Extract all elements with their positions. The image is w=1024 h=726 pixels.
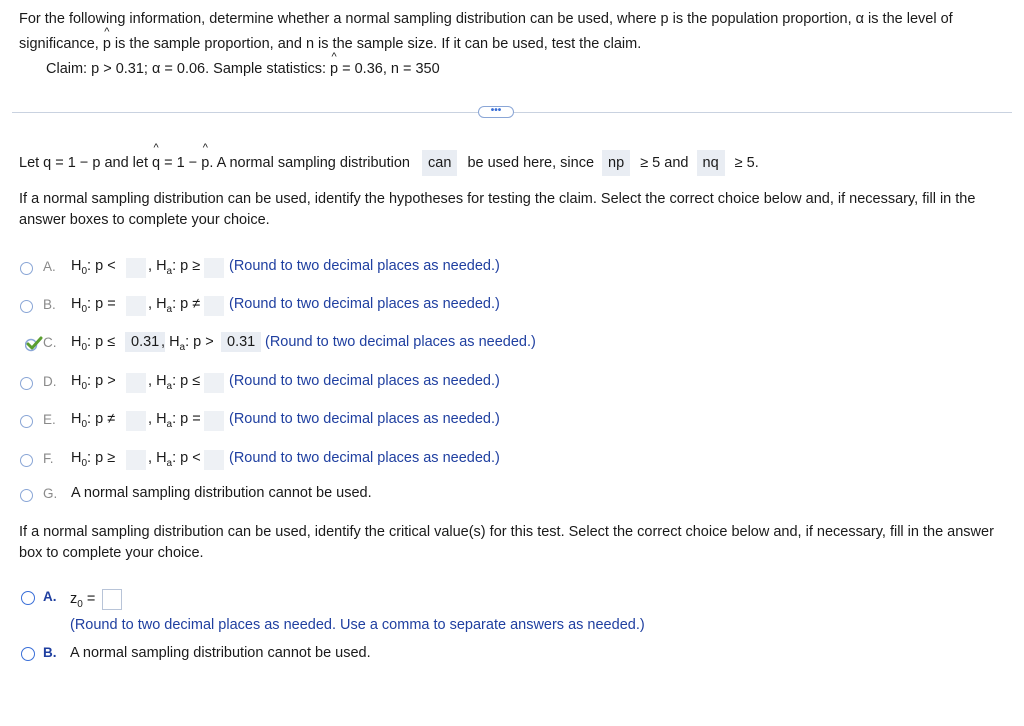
answer-can-dropdown[interactable]: can (422, 150, 457, 176)
option-e-ha: , $H_a$: p = (148, 411, 201, 430)
option-a-ha-input[interactable] (204, 258, 224, 278)
option-b-radio[interactable] (20, 300, 33, 313)
option-b-ha-input[interactable] (204, 296, 224, 316)
step1-text-e: ≥ 5 and (640, 155, 689, 171)
option-d-radio[interactable] (20, 377, 33, 390)
option-g-text: A normal sampling distribution cannot be used. (71, 485, 372, 501)
claim-line (46, 61, 440, 77)
critical-prompt: If a normal sampling distribution can be used, identify the critical value(s) for this test. Select the correct choice below and, if necessary, fill in the answer box to complete your choice. (19, 524, 994, 561)
critical-option-b-letter: B. (43, 645, 57, 660)
answer-nq-box[interactable]: nq (697, 150, 725, 176)
option-f-ha: , $H_a$: p < (148, 450, 201, 469)
step1-text-a: Let q = 1 − p and let (19, 155, 153, 171)
option-e-radio[interactable] (20, 415, 33, 428)
option-f-h0: $H_0$: p ≥ (71, 450, 116, 469)
option-a-letter: A. (43, 259, 56, 274)
option-g-letter: G. (43, 486, 58, 501)
hypotheses-prompt: If a normal sampling distribution can be used, identify the hypotheses for testing the claim. Select the correct choice below and, if necessary, fill in the answer boxes to complete your choice. (19, 191, 976, 228)
option-c-h0-value[interactable]: 0.31 (125, 332, 165, 352)
critical-option-b-text: A normal sampling distribution cannot be used. (70, 645, 371, 661)
answer-np-box[interactable]: np (602, 150, 630, 176)
question-intro-line1: For the following information, determine whether a normal sampling distribution can be used, where p is the population proportion, α is the level of (19, 11, 953, 27)
option-c-round-note: (Round to two decimal places as needed.) (265, 334, 536, 350)
claim-phat-symbol: ^ p (330, 61, 338, 77)
correct-check-icon (25, 336, 43, 352)
option-d-ha-input[interactable] (204, 373, 224, 393)
option-b-h0: $H_0$: p = (71, 296, 116, 315)
qhat-symbol: ^ q (152, 152, 160, 174)
question-intro-line2 (19, 36, 641, 52)
critical-z0-label: $z_0$ = (70, 591, 96, 610)
step1-phat-symbol: ^ p (201, 152, 209, 174)
critical-option-b-radio[interactable] (21, 647, 35, 661)
option-b-ha: , $H_a$: p ≠ (148, 296, 201, 315)
critical-z0-input[interactable] (102, 589, 122, 610)
option-e-letter: E. (43, 412, 56, 427)
option-a-h0-input[interactable] (126, 258, 146, 278)
claim-text-b: = 0.36, n = 350 (338, 61, 440, 77)
critical-option-a-radio[interactable] (21, 591, 35, 605)
option-f-h0-input[interactable] (126, 450, 146, 470)
option-f-letter: F. (43, 451, 54, 466)
option-c-ha-value[interactable]: 0.31 (221, 332, 261, 352)
option-b-round-note: (Round to two decimal places as needed.) (229, 296, 500, 312)
option-d-letter: D. (43, 374, 57, 389)
option-c-h0: $H_0$: p ≤ (71, 334, 116, 353)
intro-text-b: is the sample proportion, and n is the sample size. If it can be used, test the claim. (110, 36, 642, 52)
option-a-h0: $H_0$: p < (71, 258, 116, 277)
option-e-ha-input[interactable] (204, 411, 224, 431)
option-d-ha: , $H_a$: p ≤ (148, 373, 201, 392)
option-c-ha: , $H_a$: p > (161, 334, 214, 353)
claim-text-a: Claim: p > 0.31; α = 0.06. Sample statistics: (46, 61, 331, 77)
step1-text-f: ≥ 5. (734, 155, 759, 171)
option-a-round-note: (Round to two decimal places as needed.) (229, 258, 500, 274)
option-d-round-note: (Round to two decimal places as needed.) (229, 373, 500, 389)
option-e-round-note: (Round to two decimal places as needed.) (229, 411, 500, 427)
critical-option-a-note: (Round to two decimal places as needed. Use a comma to separate answers as needed.) (70, 617, 645, 633)
option-a-ha: , $H_a$: p ≥ (148, 258, 201, 277)
option-e-h0: $H_0$: p ≠ (71, 411, 116, 430)
step1-text-b: = 1 − (160, 155, 202, 171)
option-a-radio[interactable] (20, 262, 33, 275)
option-c-letter: C. (43, 335, 57, 350)
step1-text-d: be used here, since (467, 155, 595, 171)
option-f-round-note: (Round to two decimal places as needed.) (229, 450, 500, 466)
option-d-h0-input[interactable] (126, 373, 146, 393)
critical-option-a-letter: A. (43, 589, 57, 604)
option-e-h0-input[interactable] (126, 411, 146, 431)
step1-text-c: . A normal sampling distribution (209, 155, 410, 171)
intro-text-a: significance, (19, 36, 103, 52)
option-b-letter: B. (43, 297, 56, 312)
expand-more-button[interactable]: ••• (478, 106, 514, 118)
phat-symbol: ^ p (103, 36, 111, 52)
option-f-ha-input[interactable] (204, 450, 224, 470)
option-g-radio[interactable] (20, 489, 33, 502)
option-b-h0-input[interactable] (126, 296, 146, 316)
step1-line (19, 150, 759, 176)
option-f-radio[interactable] (20, 454, 33, 467)
option-d-h0: $H_0$: p > (71, 373, 116, 392)
